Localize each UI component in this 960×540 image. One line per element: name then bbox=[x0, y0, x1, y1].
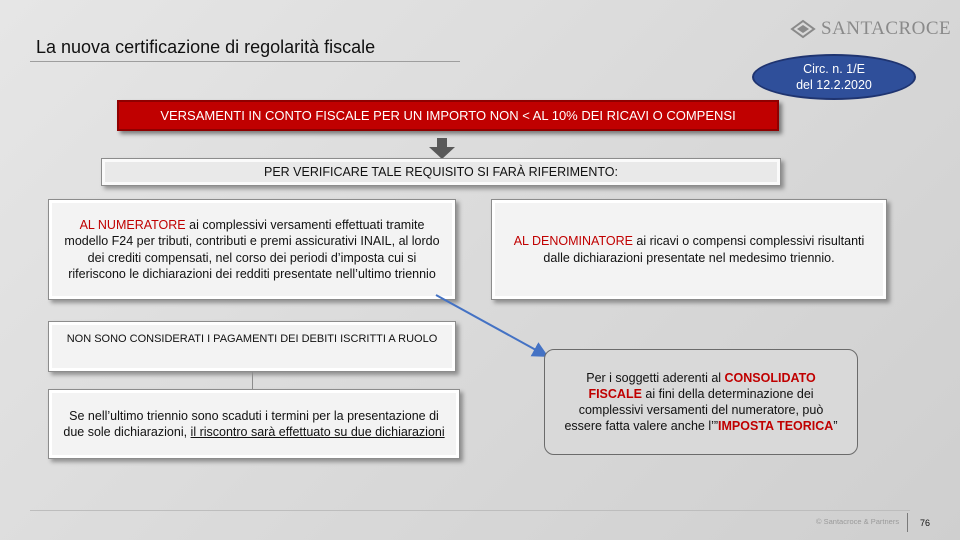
logo-text: SANTACROCE bbox=[821, 18, 952, 39]
scaduti-body: Se nell’ultimo triennio sono scaduti i termini per la presentazione di due sole dichiarazioni, bbox=[63, 409, 439, 439]
circolare-number: Circ. n. 1/E bbox=[803, 62, 865, 76]
consolidato-box bbox=[544, 349, 858, 455]
consolidato-highlight2: IMPOSTA TEORICA bbox=[718, 419, 834, 433]
numeratore-body: ai complessivi versamenti effettuati tramite modello F24 per tributi, contributi e premi assicurativi INAIL, al lordo dei crediti compensati, nel corso dei periodi d’imposta cui si riferiscono le dichiarazioni dei redditi presentate nell’ultimo triennio bbox=[64, 217, 440, 281]
footer-copyright: © Santacroce & Partners bbox=[816, 517, 900, 526]
consolidato-highlight1: CONSOLIDATO FISCALE bbox=[588, 371, 816, 401]
slide-title: La nuova certificazione di regolarità fiscale bbox=[36, 37, 376, 57]
consolidato-part3: ” bbox=[833, 419, 838, 433]
circolare-date: del 12.2.2020 bbox=[796, 78, 872, 92]
consolidato-text bbox=[559, 370, 843, 434]
footer-rule bbox=[30, 510, 910, 511]
numeratore-highlight: AL NUMERATORE bbox=[79, 217, 186, 232]
requirement-box: PER VERIFICARE TALE REQUISITO SI FARÀ RIFERIMENTO: bbox=[101, 158, 781, 186]
scaduti-underlined: il riscontro sarà effettuato su due dichiarazioni bbox=[190, 425, 445, 439]
denominatore-highlight: AL DENOMINATORE bbox=[513, 234, 633, 248]
consolidato-part2: ai fini della determinazione dei complessivi versamenti del numeratore, può essere fatta valere anche l’” bbox=[564, 387, 824, 433]
main-banner: VERSAMENTI IN CONTO FISCALE PER UN IMPORTO NON < AL 10% DEI RICAVI O COMPENSI bbox=[117, 100, 779, 131]
non-considerati-text: NON SONO CONSIDERATI I PAGAMENTI DEI DEBITI ISCRITTI A RUOLO bbox=[66, 333, 438, 345]
footer-separator bbox=[907, 513, 908, 532]
page-number: 76 bbox=[920, 518, 931, 528]
denominatore-body: ai ricavi o compensi complessivi risultanti dalle dichiarazioni presentate nel medesimo triennio. bbox=[543, 234, 865, 265]
consolidato-part1: Per i soggetti aderenti al bbox=[586, 371, 725, 385]
